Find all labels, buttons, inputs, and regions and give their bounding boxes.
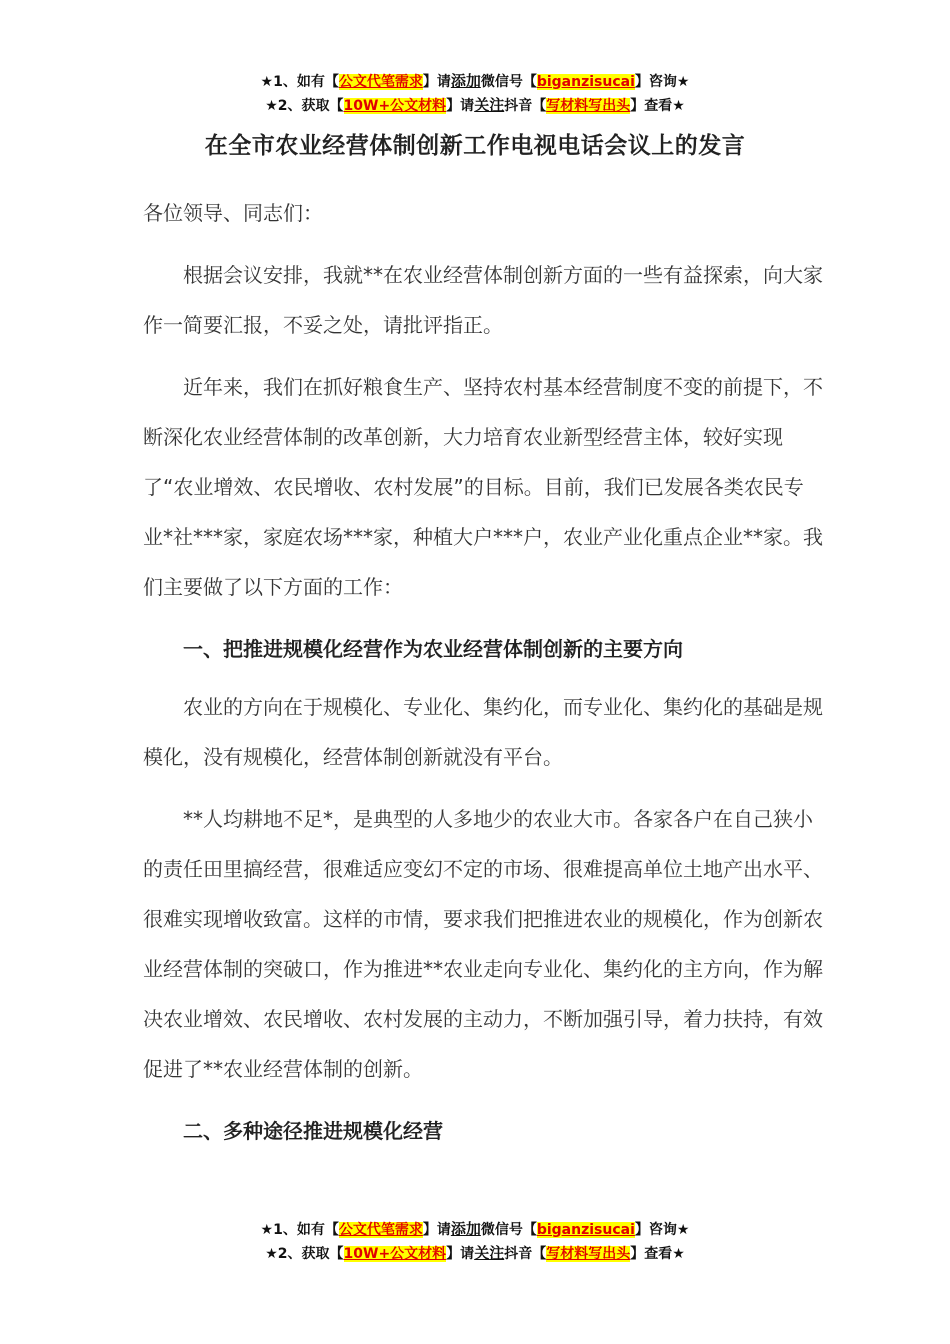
salutation: 各位领导、同志们： [143,201,323,225]
promo-emphasis: 添加 [450,72,481,90]
promo-banner-top [0,70,950,118]
promo-text: 抖音【 [504,1246,547,1262]
promo-highlight: 10W+公文材料 [343,98,447,114]
paragraph: 根据会议安排，我就**在农业经营体制创新方面的一些有益探索，向大家作一简要汇报，不妥之处，请批评指正。 [143,263,823,337]
promo-text: 】请 [422,74,451,90]
section-heading: 二、多种途径推进规模化经营 [183,1119,443,1143]
paragraph: 农业的方向在于规模化、专业化、集约化，而专业化、集约化的基础是规模化，没有规模化，经营体制创新就没有平台。 [143,695,823,769]
promo-line-2 [0,1242,950,1266]
promo-text: ★2、获取【 [265,1246,344,1262]
promo-text: 】查看★ [630,98,685,114]
promo-highlight: 写材料写出头 [546,98,631,114]
promo-emphasis: 添加 [450,1220,481,1238]
promo-line-1 [0,1218,950,1242]
paragraph: 近年来，我们在抓好粮食生产、坚持农村基本经营制度不变的前提下，不断深化农业经营体制的改革创新，大力培育农业新型经营主体，较好实现了“农业增效、农民增收、农村发展”的目标。目前，我们已发展各类农民专业*社***家，家庭农场***家，种植大户***户，农业产业化重点企业**家。我们主要做了以下方面的工作： [143,375,823,599]
promo-banner-bottom [0,1218,950,1266]
promo-highlight: biganzisucai [536,1222,635,1238]
promo-highlight: 10W+公文材料 [343,1246,447,1262]
promo-text: 微信号【 [480,74,537,90]
promo-highlight: 公文代笔需求 [338,74,423,90]
promo-text: 】咨询★ [634,74,690,90]
promo-text: 】查看★ [630,1246,685,1262]
promo-text: 】请 [446,1246,475,1262]
promo-emphasis: 关注 [474,1244,505,1262]
promo-text: ★1、如有【 [260,74,339,90]
promo-text: 】咨询★ [634,1222,690,1238]
promo-line-2 [0,94,950,118]
promo-emphasis: 关注 [474,96,505,114]
promo-text: ★1、如有【 [260,1222,339,1238]
promo-highlight: 公文代笔需求 [338,1222,423,1238]
document-title: 在全市农业经营体制创新工作电视电话会议上的发言 [204,133,746,159]
document-body [143,188,823,1164]
promo-highlight: 写材料写出头 [546,1246,631,1262]
section-heading: 一、把推进规模化经营作为农业经营体制创新的主要方向 [183,637,683,661]
promo-line-1 [0,70,950,94]
paragraph: **人均耕地不足*，是典型的人多地少的农业大市。各家各户在自己狭小的责任田里搞经营，很难适应变幻不定的市场、很难提高单位土地产出水平、很难实现增收致富。这样的市情，要求我们把推进农业的规模化，作为创新农业经营体制的突破口，作为推进**农业走向专业化、集约化的主方向，作为解决农业增效、农民增收、农村发展的主动力，不断加强引导，着力扶持，有效促进了**农业经营体制的创新。 [143,807,823,1081]
promo-text: 】请 [446,98,475,114]
promo-text: 微信号【 [480,1222,537,1238]
promo-text: 抖音【 [504,98,547,114]
promo-highlight: biganzisucai [536,74,635,90]
promo-text: ★2、获取【 [265,98,344,114]
promo-text: 】请 [422,1222,451,1238]
